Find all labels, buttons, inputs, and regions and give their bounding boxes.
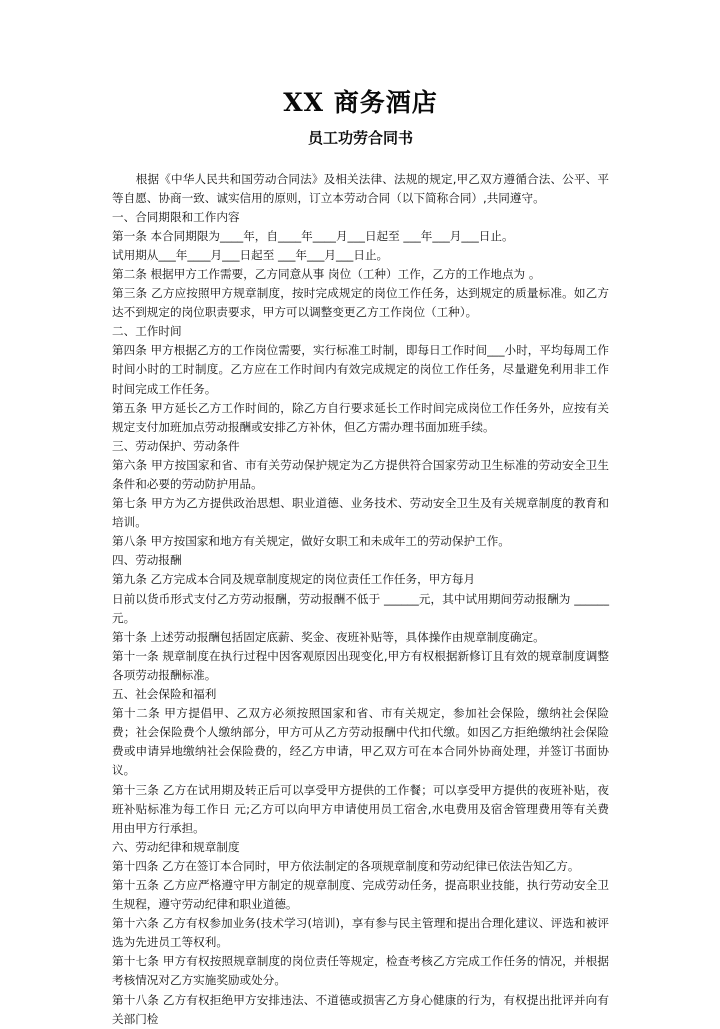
section-heading-3: 三、劳动保护、劳动条件 (112, 438, 240, 453)
clause-1-1: 第一条 本合同期限为____年，自____年____月___日起至 ___年___月___日止。 (112, 228, 514, 243)
clause-6-3: 第十六条 乙方有权参加业务(技术学习(培训)，享有参与民主管理和提出合理化建议、评选和被评选为先进员工等权利。 (112, 916, 609, 950)
clause-6-2: 第十五条 乙方应严格遵守甲方制定的规章制度、完成劳动任务，提高职业技能，执行劳动安全卫生规程，遵守劳动纪律和职业道德。 (112, 877, 609, 912)
clause-6-4: 第十七条 甲方有权按照规章制度的岗位责任等规定，检查考核乙方完成工作任务的情况，并根据考核情况对乙方实施奖励或处分。 (112, 954, 609, 988)
clause-2-1: 第四条 甲方根据乙方的工作岗位需要，实行标准工时制，即每日工作时间___小时，平均每周工作时间小时的工时制度。乙方应在工作时间内有效完成规定的岗位工作任务，尽量避免利用非工作时间完成工作任务。 (112, 343, 609, 396)
clause-3-1: 第六条 甲方按国家和省、市有关劳动保护规定为乙方提供符合国家劳动卫生标准的劳动安全卫生条件和必要的劳动防护用品。 (112, 457, 609, 491)
clause-1-4: 第三条 乙方应按照甲方规章制度，按时完成规定的岗位工作任务，达到规定的质量标准。如乙方达不到规定的岗位职责要求，甲方可以调整变更乙方工作岗位（工种）。 (112, 286, 609, 320)
section-heading-5: 五、社会保险和福利 (112, 687, 217, 702)
clause-2-2: 第五条 甲方延长乙方工作时间的，除乙方自行要求延长工作时间完成岗位工作任务外，应按有关规定支付加班加点劳动报酬或安排乙方补休，但乙方需办理书面加班手续。 (112, 400, 609, 434)
section-heading-6: 六、劳动纪律和规章制度 (112, 839, 240, 854)
preamble-paragraph: 根据《中华人民共和国劳动合同法》及相关法律、法规的规定,甲乙双方遵循合法、公平、平等自愿、协商一致、诚实信用的原则，订立本劳动合同（以下简称合同）,共同遵守。 (112, 171, 609, 205)
clause-4-2: 日前以货币形式支付乙方劳动报酬，劳动报酬不低于 ______元，其中试用期间劳动报酬为 ______元。 (112, 591, 609, 625)
section-heading-1: 一、合同期限和工作内容 (112, 209, 240, 224)
clause-3-2: 第七条 甲方为乙方提供政治思想、职业道德、业务技术、劳动安全卫生及有关规章制度的教育和培训。 (112, 496, 609, 530)
clause-3-3: 第八条 甲方按国家和地方有关规定，做好女职工和未成年工的劳动保护工作。 (112, 534, 510, 549)
section-heading-4: 四、劳动报酬 (112, 553, 182, 568)
clause-5-2: 第十三条 乙方在试用期及转正后可以享受甲方提供的工作餐；可以享受甲方提供的夜班补贴，夜班补贴标准为每工作日 元;乙方可以向甲方申请使用员工宿舍,水电费用及宿舍管理费用等有关费用由甲方行承担。 (112, 782, 609, 835)
clause-4-4: 第十一条 规章制度在执行过程中因客观原因出现变化,甲方有权根据新修订且有效的规章制度调整各项劳动报酬标准。 (112, 648, 609, 682)
clause-4-1: 第九条 乙方完成本合同及规章制度规定的岗位责任工作任务，甲方每月 (112, 572, 476, 587)
clause-6-1: 第十四条 乙方在签订本合同时，甲方依法制定的各项规章制度和劳动纪律已依法告知乙方。 (112, 858, 580, 873)
clause-6-5: 第十八条 乙方有权拒绝甲方安排违法、不道德或损害乙方身心健康的行为，有权提出批评并向有关部门检 (112, 992, 609, 1026)
clause-5-1: 第十二条 甲方提倡甲、乙双方必须按照国家和省、市有关规定，参加社会保险，缴纳社会保险费；社会保险费个人缴纳部分，甲方可从乙方劳动报酬中代扣代缴。如因乙方拒绝缴纳社会保险费或申请异地缴纳社会保险费的，经乙方申请，甲乙双方可在本合同外协商处理，并签订书面协议。 (112, 706, 609, 778)
clause-1-3: 第二条 根据甲方工作需要，乙方同意从事 岗位（工种）工作，乙方的工作地点为 。 (112, 266, 541, 281)
document-body (112, 0, 609, 1029)
document-title: XX 商务酒店 (283, 88, 438, 117)
section-heading-2: 二、工作时间 (112, 324, 182, 339)
clause-1-2: 试用期从___年____月___日起至 ___年___月___日止。 (112, 247, 389, 262)
document-subtitle: 员工功劳合同书 (307, 129, 413, 147)
clause-4-3: 第十条 上述劳动报酬包括固定底薪、奖金、夜班补贴等，具体操作由规章制度确定。 (112, 629, 545, 644)
